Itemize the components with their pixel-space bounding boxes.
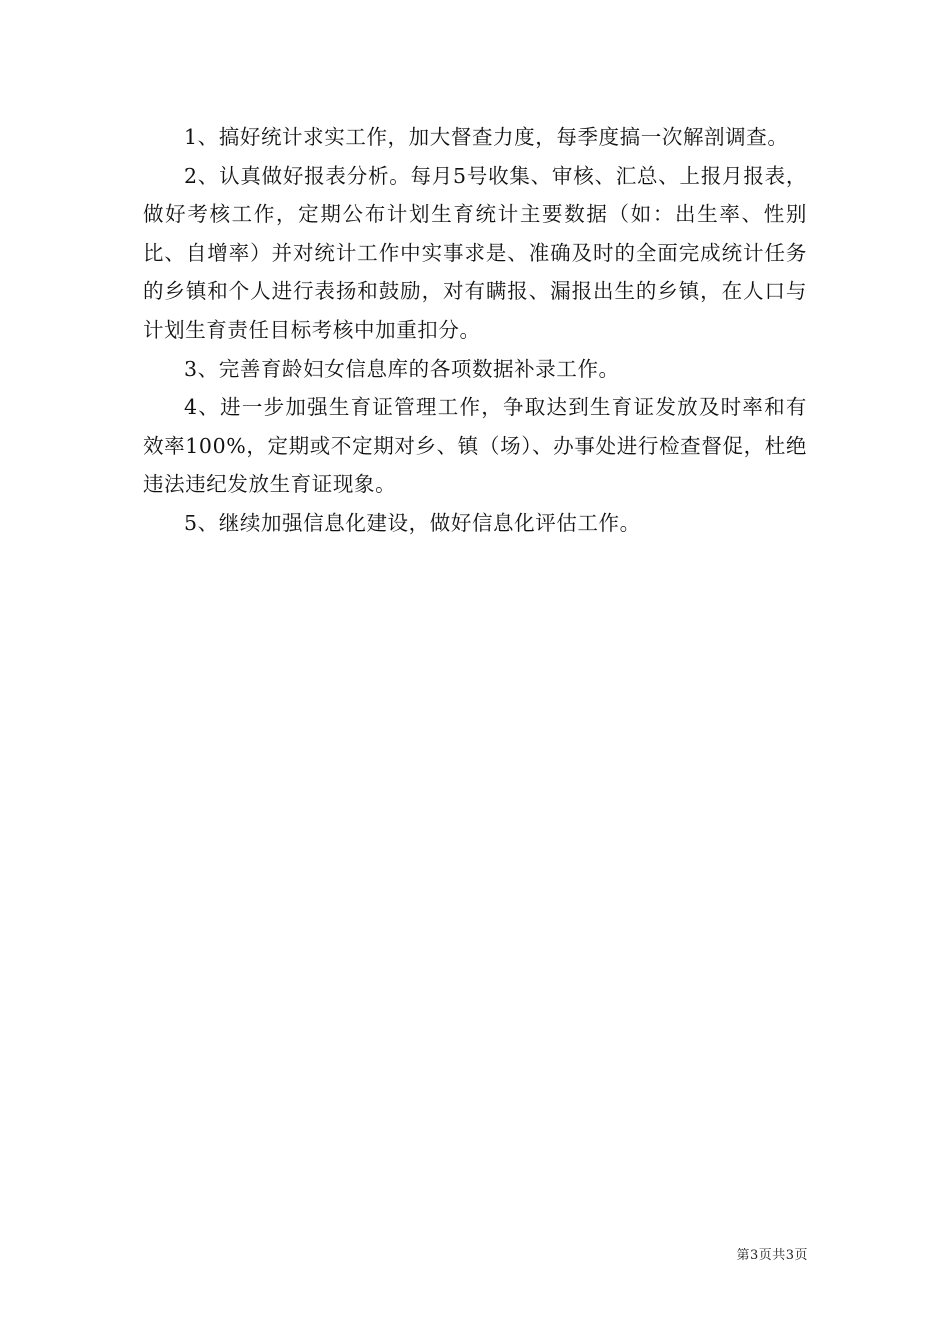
paragraph-item-3: 3、完善育龄妇女信息库的各项数据补录工作。 [184,356,620,381]
paragraph-item-5: 5、继续加强信息化建设，做好信息化评估工作。 [184,510,641,535]
page-number-footer: 第3页共3页 [736,1248,808,1263]
paragraph-item-2: 2、认真做好报表分析。每月5号收集、审核、汇总、上报月报表，做好考核工作，定期公布计划生育统计主要数据（如：出生率、性别比、自增率）并对统计工作中实事求是、准确及时的全面完成统计任务的乡镇和个人进行表扬和鼓励，对有瞒报、漏报出生的乡镇，在人口与计划生育责任目标考核中加重扣分。 [143,163,807,342]
paragraph-item-4: 4、进一步加强生育证管理工作，争取达到生育证发放及时率和有效率100%，定期或不定期对乡、镇（场）、办事处进行检查督促，杜绝违法违纪发放生育证现象。 [143,395,807,497]
paragraph-item-1: 1、搞好统计求实工作，加大督查力度，每季度搞一次解剖调查。 [184,125,789,149]
document-body [143,118,807,543]
